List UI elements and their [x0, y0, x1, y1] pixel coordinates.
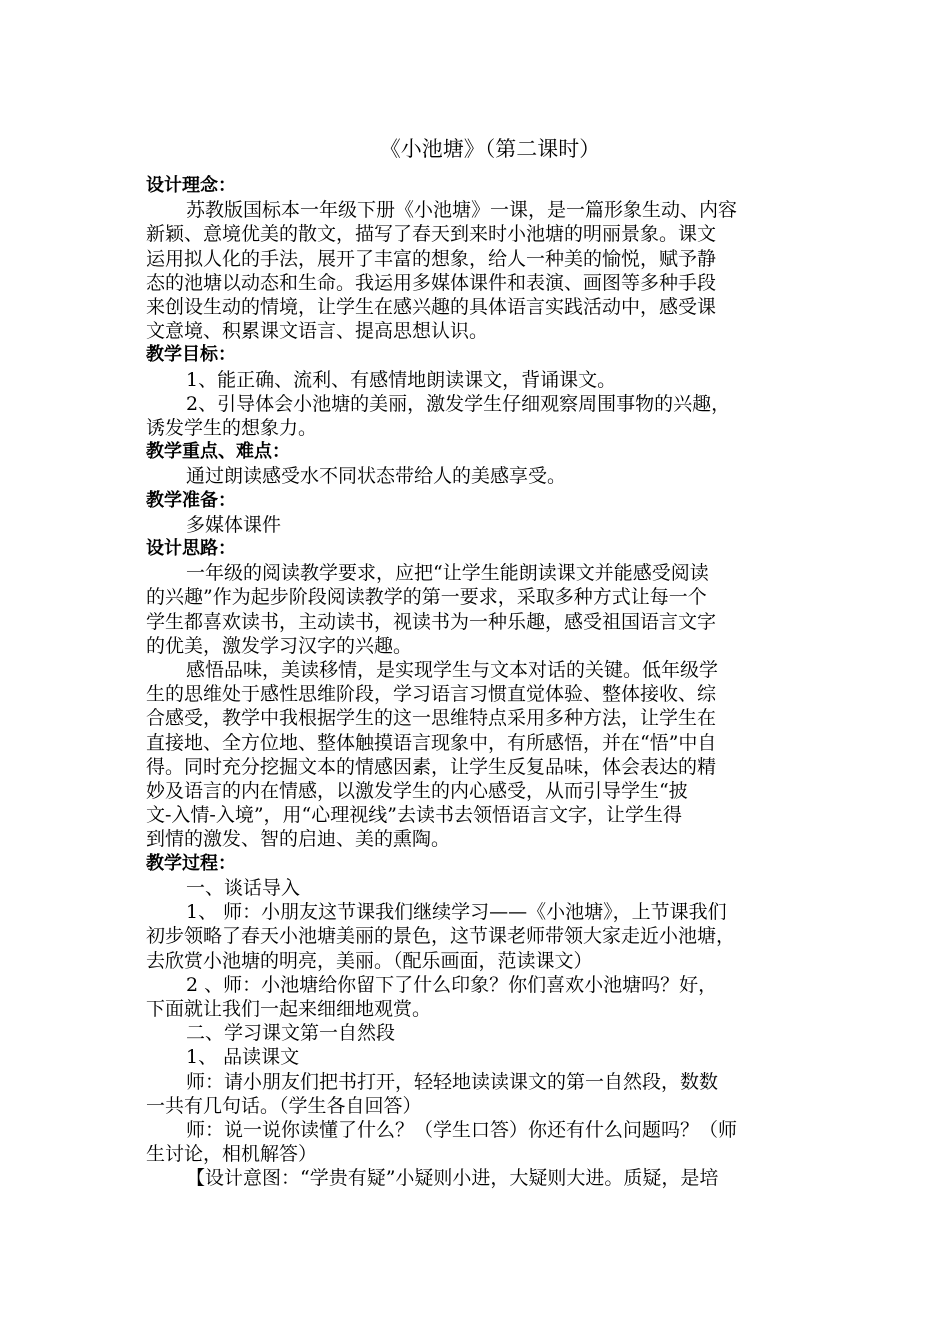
text-line: 运用拟人化的手法，展开了丰富的想象，给人一种美的愉悦，赋予静 [146, 247, 717, 270]
step-2-title: 二、学习课文第一自然段 [186, 1022, 396, 1045]
text-line: 苏教版国标本一年级下册《小池塘》一课，是一篇形象生动、内容 [186, 199, 738, 222]
text-line: 师：说一说你读懂了什么？（学生口答）你还有什么问题吗？（师 [186, 1118, 738, 1141]
text-line: 去欣赏小池塘的明亮，美丽。（配乐画面，范读课文） [146, 949, 593, 972]
text-line: 生讨论，相机解答） [146, 1143, 318, 1166]
heading-key-points: 教学重点、难点： [146, 441, 290, 463]
text-line: 感悟品味，美读移情，是实现学生与文本对话的关键。低年级学 [186, 659, 719, 682]
heading-teaching-goals: 教学目标： [146, 344, 236, 366]
text-line: 的兴趣”作为起步阶段阅读教学的第一要求，采取多种方式让每一个 [146, 586, 707, 609]
step-1-title: 一、谈话导入 [186, 876, 301, 899]
text-line: 文意境、积累课文语言、提高思想认识。 [146, 320, 489, 343]
document-title: 《小池塘》（第二课时） [379, 137, 601, 161]
concept-paragraph [146, 198, 812, 343]
text-line: 学生都喜欢读书，主动读书，视读书为一种乐趣，感受祖国语言文字 [146, 610, 717, 633]
text-line: 妙及语言的内在情感，以激发学生的内心感受，从而引导学生“披 [146, 780, 688, 803]
text-line: 下面就让我们一起来细细地观赏。 [146, 997, 432, 1020]
heading-preparation: 教学准备： [146, 489, 236, 511]
text-line: 初步领略了春天小池塘美丽的景色，这节课老师带领大家走近小池塘， [146, 925, 736, 948]
heading-teaching-process: 教学过程： [146, 852, 236, 874]
text-line: 新颖、意境优美的散文，描写了春天到来时小池塘的明丽景象。课文 [146, 223, 717, 246]
text-line: 来创设生动的情境，让学生在感兴趣的具体语言实践活动中，感受课 [146, 296, 717, 319]
text-line: 的优美，激发学习汉字的兴趣。 [146, 634, 413, 657]
text-line: 到情的激发、智的启迪、美的熏陶。 [146, 828, 451, 851]
document-page [146, 132, 812, 1191]
heading-design-concept: 设计理念： [146, 175, 236, 196]
text-line: 生的思维处于感性思维阶段，学习语言习惯直觉体验、整体接收、综 [146, 683, 717, 706]
text-line: 师：请小朋友们把书打开，轻轻地读读课文的第一自然段，数数 [186, 1070, 719, 1093]
heading-design-idea: 设计思路： [146, 538, 236, 560]
key-points-text: 通过朗读感受水不同状态带给人的美感享受。 [186, 465, 567, 488]
goal-1: 1、能正确、流利、有感情地朗读课文，背诵课文。 [186, 368, 617, 391]
text-line: 一年级的阅读教学要求，应把“让学生能朗读课文并能感受阅读 [186, 562, 709, 585]
text-line: 得。同时充分挖掘文本的情感因素，让学生反复品味，体会表达的精 [146, 755, 717, 778]
preparation-text: 多媒体课件 [186, 513, 282, 536]
text-line: 文-入情-入境”，用“心理视线”去读书去领悟语言文字，让学生得 [146, 804, 682, 827]
design-intent-note: 【设计意图：“学贵有疑”小疑则小进，大疑则大进。质疑，是培 [186, 1167, 719, 1190]
text-line: 态的池塘以动态和生命。我运用多媒体课件和表演、画图等多种手段 [146, 271, 717, 294]
text-line: 1、 师：小朋友这节课我们继续学习——《小池塘》，上节课我们 [186, 901, 727, 924]
text-line: 2 、师：小池塘给你留下了什么印象？你们喜欢小池塘吗？好， [186, 973, 718, 996]
text-line: 合感受，教学中我根据学生的这一思维特点采用多种方法，让学生在 [146, 707, 717, 730]
text-line: 直接地、全方位地、整体触摸语言现象中，有所感悟，并在“悟”中自 [146, 731, 717, 754]
goal-2-line: 诱发学生的想象力。 [146, 417, 318, 440]
text-line: 一共有几句话。（学生各自回答） [146, 1094, 422, 1117]
goal-2-line: 2、引导体会小池塘的美丽，激发学生仔细观察周围事物的兴趣， [186, 392, 731, 415]
step-2-1: 1、 品读课文 [186, 1046, 300, 1069]
